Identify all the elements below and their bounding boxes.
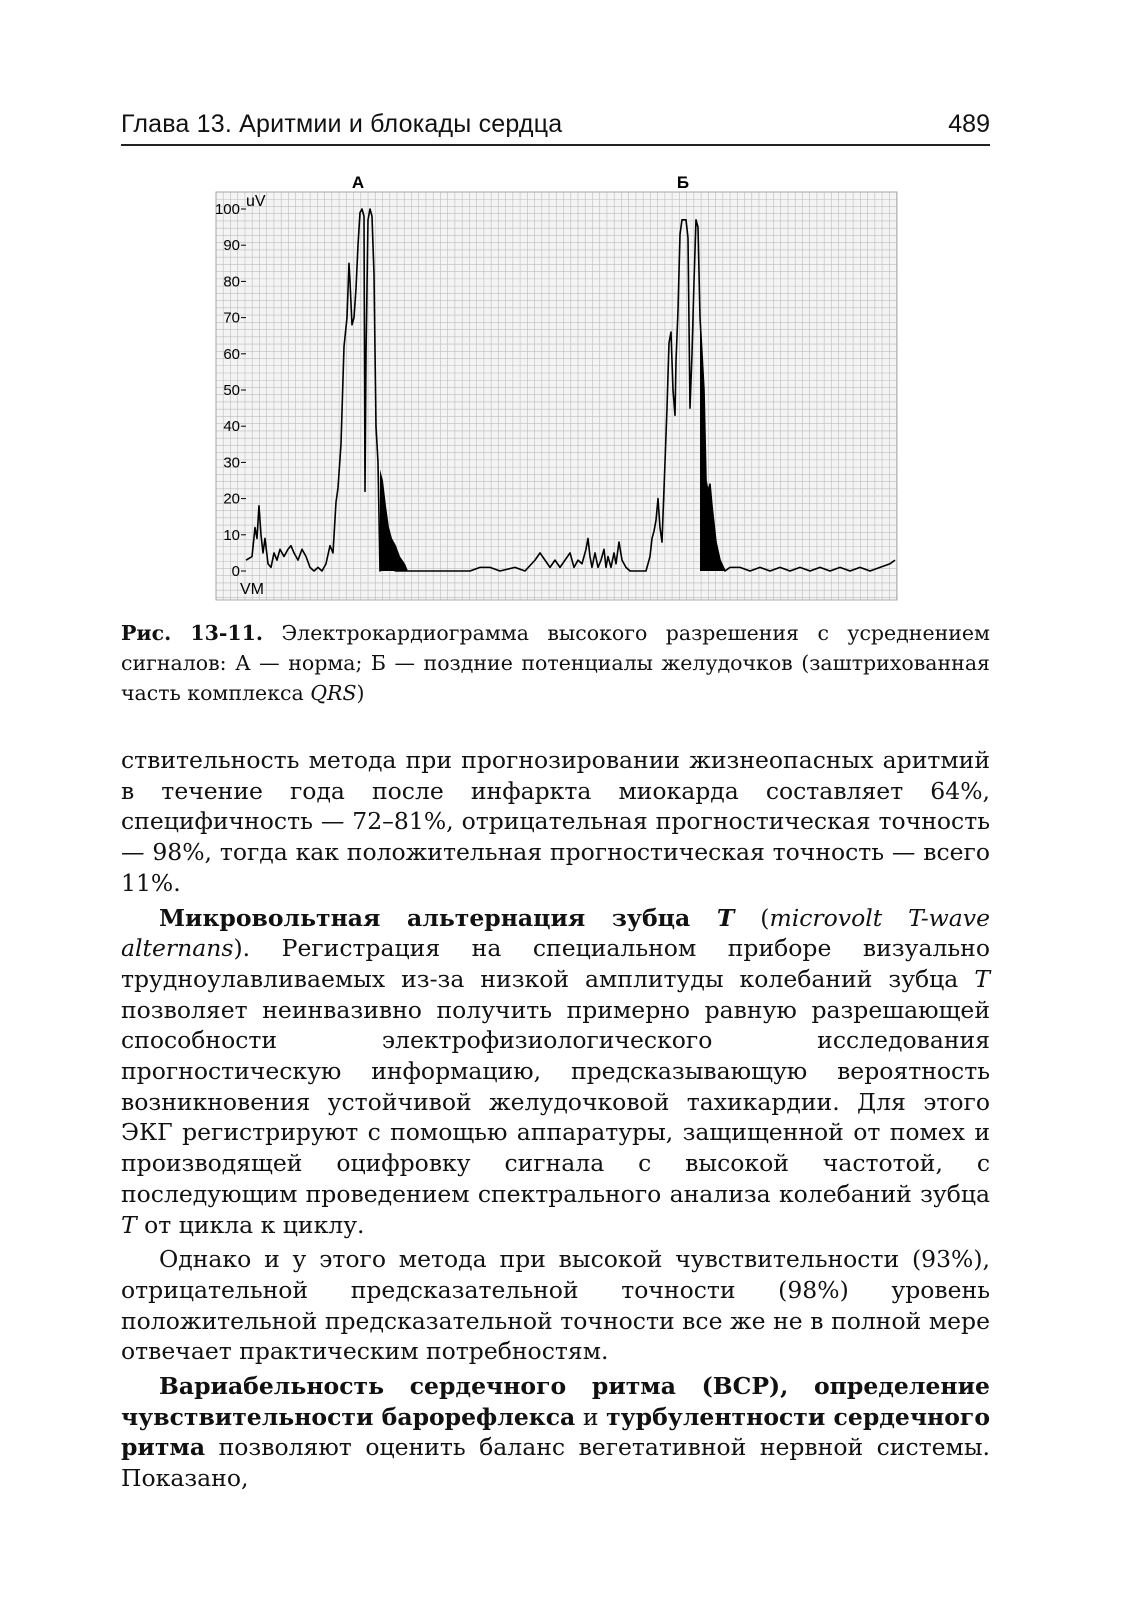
unit-top-label: uV — [246, 193, 266, 210]
paragraph-4-heading-2: турбулентности сердечного ритма — [121, 1402, 991, 1462]
y-tick-label: 100 — [214, 201, 240, 218]
paragraph-4-and: и — [575, 1402, 607, 1431]
caption-italic: QRS — [310, 681, 357, 705]
y-tick-label: 50 — [223, 382, 240, 399]
ecg-chart — [200, 166, 905, 606]
paragraph-2-text-b: позволяет неинвазивно получить примерно равную разрешающей способности электрофизиологического исследования прогностическую информацию, предсказывающую вероятность возникновения устойчивой желудочковой тахикардии. Для этого ЭКГ регистрируют с помощью аппаратуры, защищенной от помех и производящей оцифровку сигнала с высокой частотой, с последующим проведением спектрального анализа колебаний зубца — [121, 995, 990, 1208]
unit-bottom-label: VM — [240, 581, 264, 598]
y-tick-label: 0 — [231, 563, 240, 580]
paragraph-2-heading-t: T — [716, 903, 735, 932]
y-tick-label: 90 — [223, 237, 240, 255]
ecg-figure — [200, 166, 905, 606]
y-tick-label: 80 — [223, 273, 240, 291]
paragraph-4-text: позволяют оценить баланс вегетативной нервной системы. Показано, — [121, 1433, 990, 1493]
paragraph-2-t2: T — [121, 1210, 137, 1239]
figure-caption — [121, 618, 990, 708]
paragraph-1 — [121, 745, 990, 899]
paragraph-4 — [121, 1371, 990, 1494]
paragraph-4-heading-1: Вариабельность сердечного ритма (ВСР), определение чувствительности барорефлекса — [121, 1372, 990, 1431]
caption-end: ) — [356, 681, 365, 705]
paragraph-1-text: ствительность метода при прогнозировании жизнеопасных аритмий в течение года после инфаркта миокарда составляет 64%, специфичность — 72–81%, отрицательная прогностическая точность — 98%, тогда как положительная прогностическая точность — всего 11%. — [121, 746, 990, 897]
paragraph-2-t1: T — [974, 964, 990, 993]
running-header — [121, 108, 990, 146]
paragraph-2-open: ( — [734, 903, 770, 932]
paragraph-2-close: ). — [233, 934, 251, 963]
paragraph-2-heading: Микровольтная альтернация зубца — [159, 903, 717, 932]
y-tick-label: 40 — [223, 418, 240, 436]
caption-text: Электрокардиограмма высокого разрешения с усреднением сигналов: А — норма; Б — поздние потенциалы желудочков (заштрихованная часть комплекса — [121, 621, 991, 705]
y-tick-label: 60 — [223, 345, 240, 363]
paragraph-2-text-a: Регистрация на специальном приборе визуально трудноулавливаемых из-за низкой амплитуды колебаний зубца — [121, 934, 990, 993]
page-number: 489 — [948, 110, 990, 138]
paragraph-3-text: Однако и у этого метода при высокой чувствительности (93%), отрицательной предсказательной точности (98%) уровень положительной предсказательной точности все же не в полной мере отвечает практическим потребностям. — [121, 1245, 990, 1366]
y-tick-label: 20 — [223, 490, 240, 508]
y-tick-label: 70 — [223, 309, 240, 327]
body-text — [121, 745, 990, 1494]
y-tick-label: 10 — [223, 526, 240, 544]
paragraph-3 — [121, 1244, 990, 1367]
caption-label: Рис. 13-11. — [121, 621, 264, 645]
y-tick-label: 30 — [223, 454, 240, 472]
paragraph-2 — [121, 903, 990, 1241]
paragraph-2-text-c: от цикла к циклу. — [136, 1210, 365, 1239]
paragraph-2-english: microvolt T-wave alternans — [121, 903, 990, 963]
label-b: Б — [676, 173, 690, 192]
chapter-title: Глава 13. Аритмии и блокады сердца — [121, 110, 563, 138]
label-a: А — [351, 173, 365, 192]
